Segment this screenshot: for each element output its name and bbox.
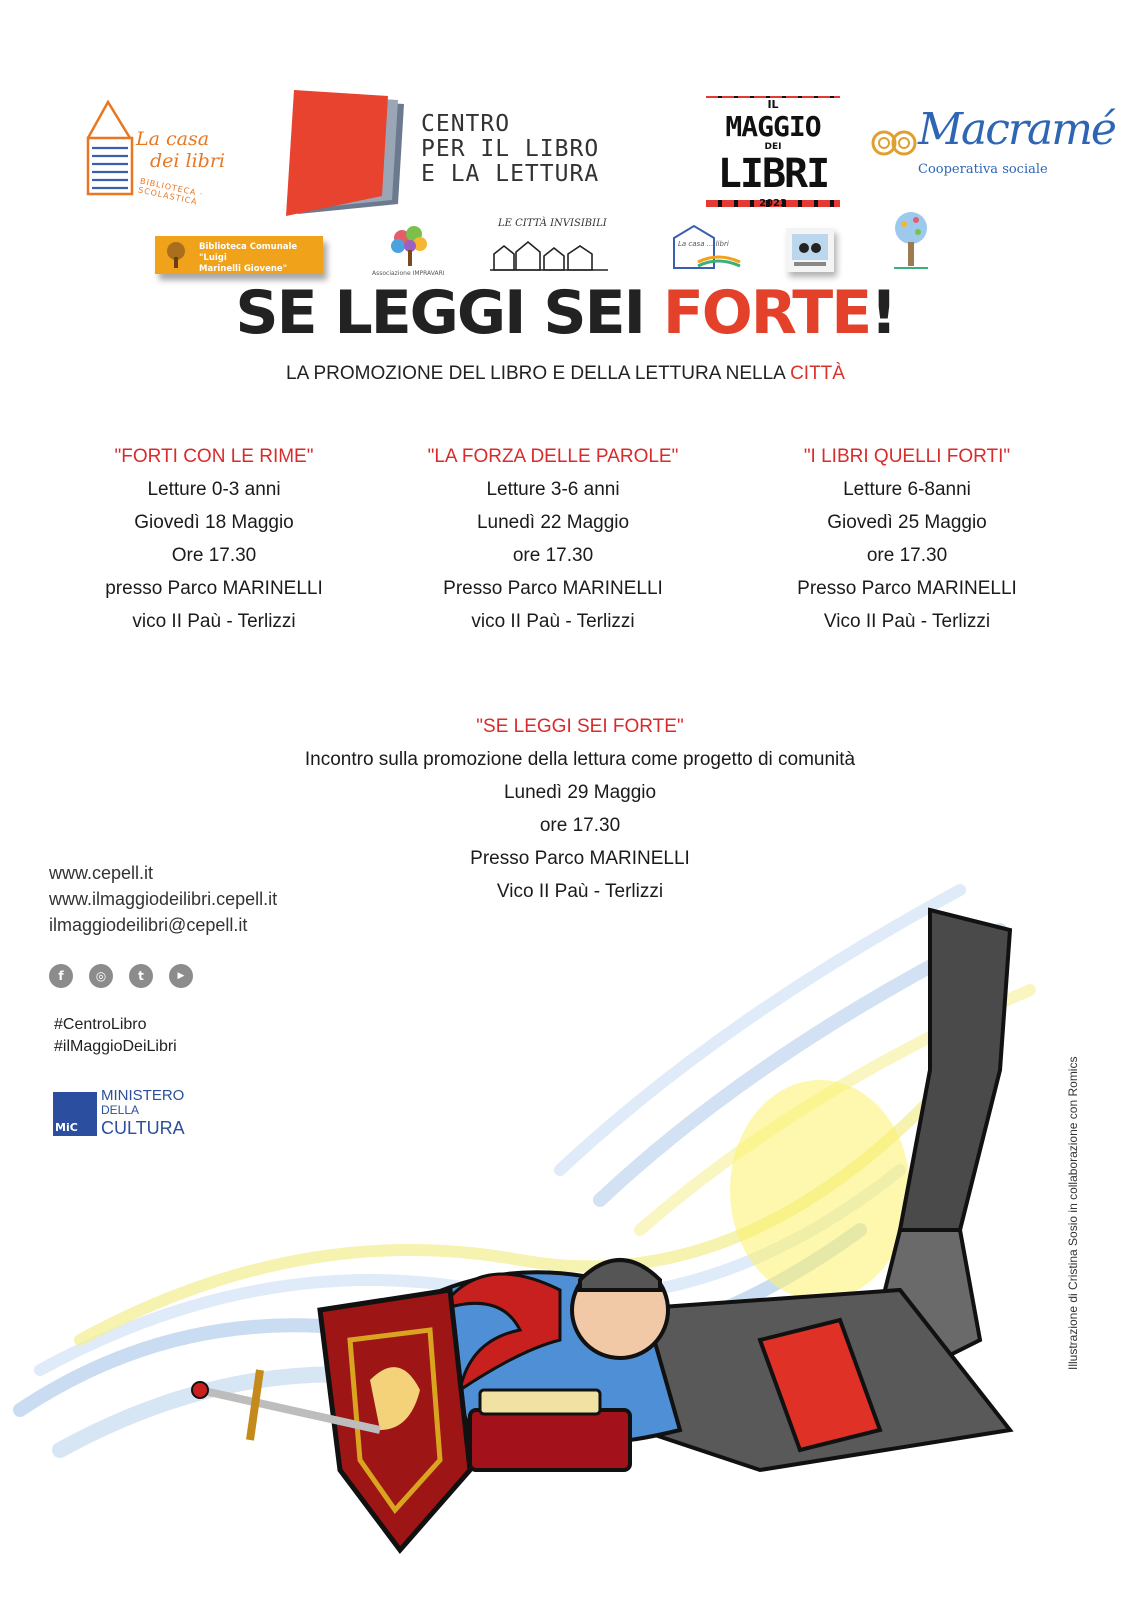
hashtags (54, 1014, 177, 1058)
contact-links (49, 860, 277, 938)
event-place: Presso Parco MARINELLI (443, 578, 663, 599)
event-address: vico II Paù - Terlizzi (471, 611, 635, 632)
mic-emblem-icon (53, 1092, 97, 1136)
maggio-link[interactable]: www.ilmaggiodeilibri.cepell.it (49, 889, 278, 909)
associazione-logo (372, 224, 445, 280)
event-age: Letture 6-8anni (843, 479, 971, 500)
facebook-icon[interactable]: f (49, 964, 73, 988)
main-event-desc: Incontro sulla promozione della lettura come progetto di comunità (304, 749, 856, 770)
event-age: Letture 3-6 anni (486, 479, 620, 500)
event-address: Vico II Paù - Terlizzi (823, 611, 991, 632)
email-link[interactable]: ilmaggiodeilibri@cepell.it (49, 915, 248, 935)
comic-figure-icon (786, 228, 834, 272)
twitter-icon[interactable]: t (129, 964, 153, 988)
macrame-title: Macramé (918, 104, 1115, 155)
ministero-line3: CULTURA (101, 1118, 185, 1138)
illustration-credit: Illustrazione di Cristina Sosio in collaborazione con Romics (1066, 1056, 1080, 1370)
main-event-place: Presso Parco MARINELLI (470, 848, 690, 869)
event-card (757, 440, 1057, 638)
maggio-libri: LIBRI (717, 151, 829, 197)
associazione-caption: Associazione IMPRAVARI (372, 270, 445, 277)
event-place: Presso Parco MARINELLI (797, 578, 1017, 599)
casa-sub: BIBLIOTECA · SCOLASTICA (137, 176, 205, 207)
hashtag-centrolibro: #CentroLibro (54, 1016, 147, 1033)
houses-icon (490, 234, 610, 274)
casa-libri-small-label: La casa ... libri (678, 240, 729, 248)
casa-line2: dei libri (150, 150, 225, 172)
page-subtitle (0, 363, 1131, 385)
youtube-icon[interactable]: ▶ (169, 964, 193, 988)
maggio-year: 2023 (759, 198, 787, 209)
citta-invisibili-logo (490, 216, 610, 274)
event-date: Giovedì 25 Maggio (827, 512, 987, 533)
event-age: Letture 0-3 anni (147, 479, 281, 500)
biblioteca-line1: Biblioteca Comunale "Luigi (199, 242, 298, 263)
event-card (64, 440, 364, 638)
event-title: "LA FORZA DELLE PAROLE" (427, 446, 679, 467)
event-address: vico II Paù - Terlizzi (132, 611, 296, 632)
main-event-title: "SE LEGGI SEI FORTE" (476, 716, 684, 737)
macrame-logo (870, 104, 1115, 184)
maggio-dei-libri-logo (706, 96, 840, 216)
citta-label: LE CITTÀ INVISIBILI (498, 218, 607, 229)
drawn-tree-icon (886, 208, 936, 272)
title-forte: FORTE (662, 278, 871, 348)
biblioteca-marinelli-logo (155, 236, 323, 274)
mic-label: MiC (55, 1121, 78, 1134)
cepell-logo (284, 88, 644, 224)
casa-line1: La casa (136, 128, 210, 150)
biblioteca-line2: Marinelli Giovene" (199, 264, 288, 274)
cepell-line3: E LA LETTURA (421, 161, 600, 187)
main-event-address: Vico II Paù - Terlizzi (496, 881, 664, 902)
title-exclaim: ! (870, 278, 896, 348)
maggio-dei: DEI (764, 142, 782, 152)
event-title: "I LIBRI QUELLI FORTI" (803, 446, 1011, 467)
event-date: Giovedì 18 Maggio (134, 512, 294, 533)
comic-logo (786, 228, 834, 272)
tree-icon (161, 240, 191, 270)
book-pages-icon (284, 88, 414, 224)
event-time: ore 17.30 (866, 545, 948, 566)
la-casa-dei-libri-logo (80, 98, 250, 208)
instagram-icon[interactable]: ◎ (89, 964, 113, 988)
main-event-time: ore 17.30 (539, 815, 621, 836)
spiral-icon (870, 118, 920, 168)
maggio-il: IL (706, 98, 840, 111)
hashtag-maggio: #ilMaggioDeiLibri (54, 1038, 177, 1055)
event-place: presso Parco MARINELLI (105, 578, 323, 599)
cepell-line2: PER IL LIBRO (421, 136, 600, 162)
main-event-date: Lunedì 29 Maggio (503, 782, 657, 803)
maggio-title: MAGGIO (725, 110, 821, 143)
event-time: ore 17.30 (512, 545, 594, 566)
kids-tree-logo (886, 208, 936, 272)
event-time: Ore 17.30 (171, 545, 257, 566)
casa-libri-small-logo (668, 222, 744, 272)
cepell-line1: CENTRO (421, 111, 511, 137)
macrame-subtitle: Cooperativa sociale (918, 162, 1048, 177)
subtitle-citta: CITTÀ (790, 363, 845, 384)
colorful-tree-icon (380, 224, 440, 268)
event-date: Lunedì 22 Maggio (476, 512, 630, 533)
event-card (403, 440, 703, 638)
title-part1: SE LEGGI SEI (235, 278, 663, 348)
ministero-line1: MINISTERO (101, 1087, 185, 1104)
ministero-line2: DELLA (101, 1103, 140, 1117)
ministero-cultura-logo (53, 1088, 213, 1138)
event-title: "FORTI CON LE RIME" (114, 446, 314, 467)
page-title (0, 278, 1131, 348)
social-icons (49, 964, 193, 988)
site-link[interactable]: www.cepell.it (49, 863, 154, 883)
subtitle-part1: LA PROMOZIONE DEL LIBRO E DELLA LETTURA NELLA (286, 363, 791, 384)
